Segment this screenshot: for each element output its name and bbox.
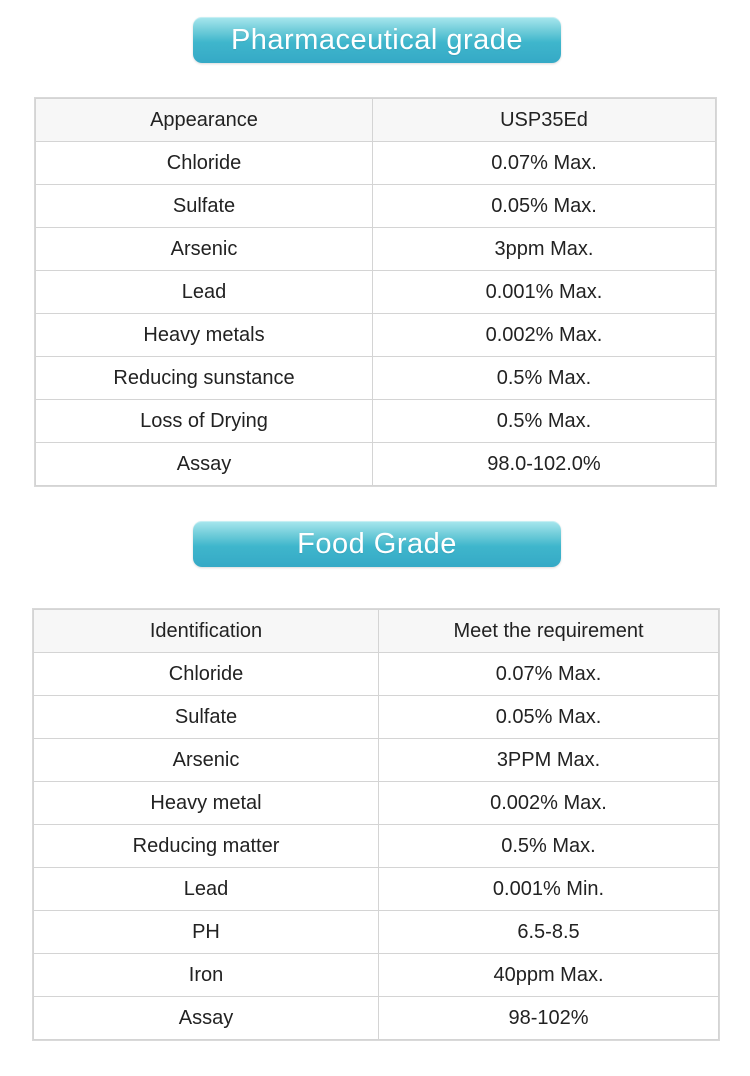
value-cell: 98-102%	[379, 997, 719, 1040]
value-cell: 0.05% Max.	[373, 185, 716, 228]
value-cell: Meet the requirement	[379, 610, 719, 653]
item-cell: Chloride	[34, 653, 379, 696]
table-row	[36, 357, 716, 400]
food-spec-table	[33, 609, 719, 1040]
value-cell: 0.07% Max.	[379, 653, 719, 696]
item-cell: Identification	[34, 610, 379, 653]
pharmaceutical-spec-table	[35, 98, 716, 486]
value-cell: 0.001% Max.	[373, 271, 716, 314]
table-row	[36, 443, 716, 486]
item-cell: Heavy metal	[34, 782, 379, 825]
food-grade-title: Food Grade	[297, 527, 457, 560]
item-cell: Heavy metals	[36, 314, 373, 357]
item-cell: Loss of Drying	[36, 400, 373, 443]
value-cell: 6.5-8.5	[379, 911, 719, 954]
item-cell: Reducing sunstance	[36, 357, 373, 400]
table-row	[36, 314, 716, 357]
value-cell: 3PPM Max.	[379, 739, 719, 782]
pharmaceutical-grade-title: Pharmaceutical grade	[230, 23, 524, 56]
table-row	[34, 911, 719, 954]
item-cell: Assay	[36, 443, 373, 486]
table-row	[34, 739, 719, 782]
table-row	[34, 825, 719, 868]
table-row	[34, 653, 719, 696]
table-row	[34, 954, 719, 997]
table-row	[34, 610, 719, 653]
value-cell: 0.5% Max.	[379, 825, 719, 868]
value-cell: 3ppm Max.	[373, 228, 716, 271]
value-cell: 0.05% Max.	[379, 696, 719, 739]
item-cell: Appearance	[36, 99, 373, 142]
table-row	[36, 228, 716, 271]
item-cell: Lead	[34, 868, 379, 911]
item-cell: Iron	[34, 954, 379, 997]
pharmaceutical-grade-banner	[193, 17, 561, 63]
item-cell: Assay	[34, 997, 379, 1040]
item-cell: Sulfate	[34, 696, 379, 739]
table-row	[34, 782, 719, 825]
food-grade-banner	[193, 521, 561, 567]
value-cell: 0.5% Max.	[373, 400, 716, 443]
table-row	[36, 400, 716, 443]
item-cell: Chloride	[36, 142, 373, 185]
item-cell: Arsenic	[36, 228, 373, 271]
item-cell: Reducing matter	[34, 825, 379, 868]
table-row	[34, 868, 719, 911]
value-cell: 40ppm Max.	[379, 954, 719, 997]
item-cell: Lead	[36, 271, 373, 314]
item-cell: Arsenic	[34, 739, 379, 782]
value-cell: 0.07% Max.	[373, 142, 716, 185]
value-cell: 0.5% Max.	[373, 357, 716, 400]
value-cell: 0.002% Max.	[373, 314, 716, 357]
value-cell: 0.002% Max.	[379, 782, 719, 825]
table-row	[34, 997, 719, 1040]
value-cell: USP35Ed	[373, 99, 716, 142]
item-cell: PH	[34, 911, 379, 954]
table-row	[34, 696, 719, 739]
table-row	[36, 99, 716, 142]
table-row	[36, 271, 716, 314]
item-cell: Sulfate	[36, 185, 373, 228]
table-row	[36, 142, 716, 185]
value-cell: 98.0-102.0%	[373, 443, 716, 486]
value-cell: 0.001% Min.	[379, 868, 719, 911]
table-row	[36, 185, 716, 228]
